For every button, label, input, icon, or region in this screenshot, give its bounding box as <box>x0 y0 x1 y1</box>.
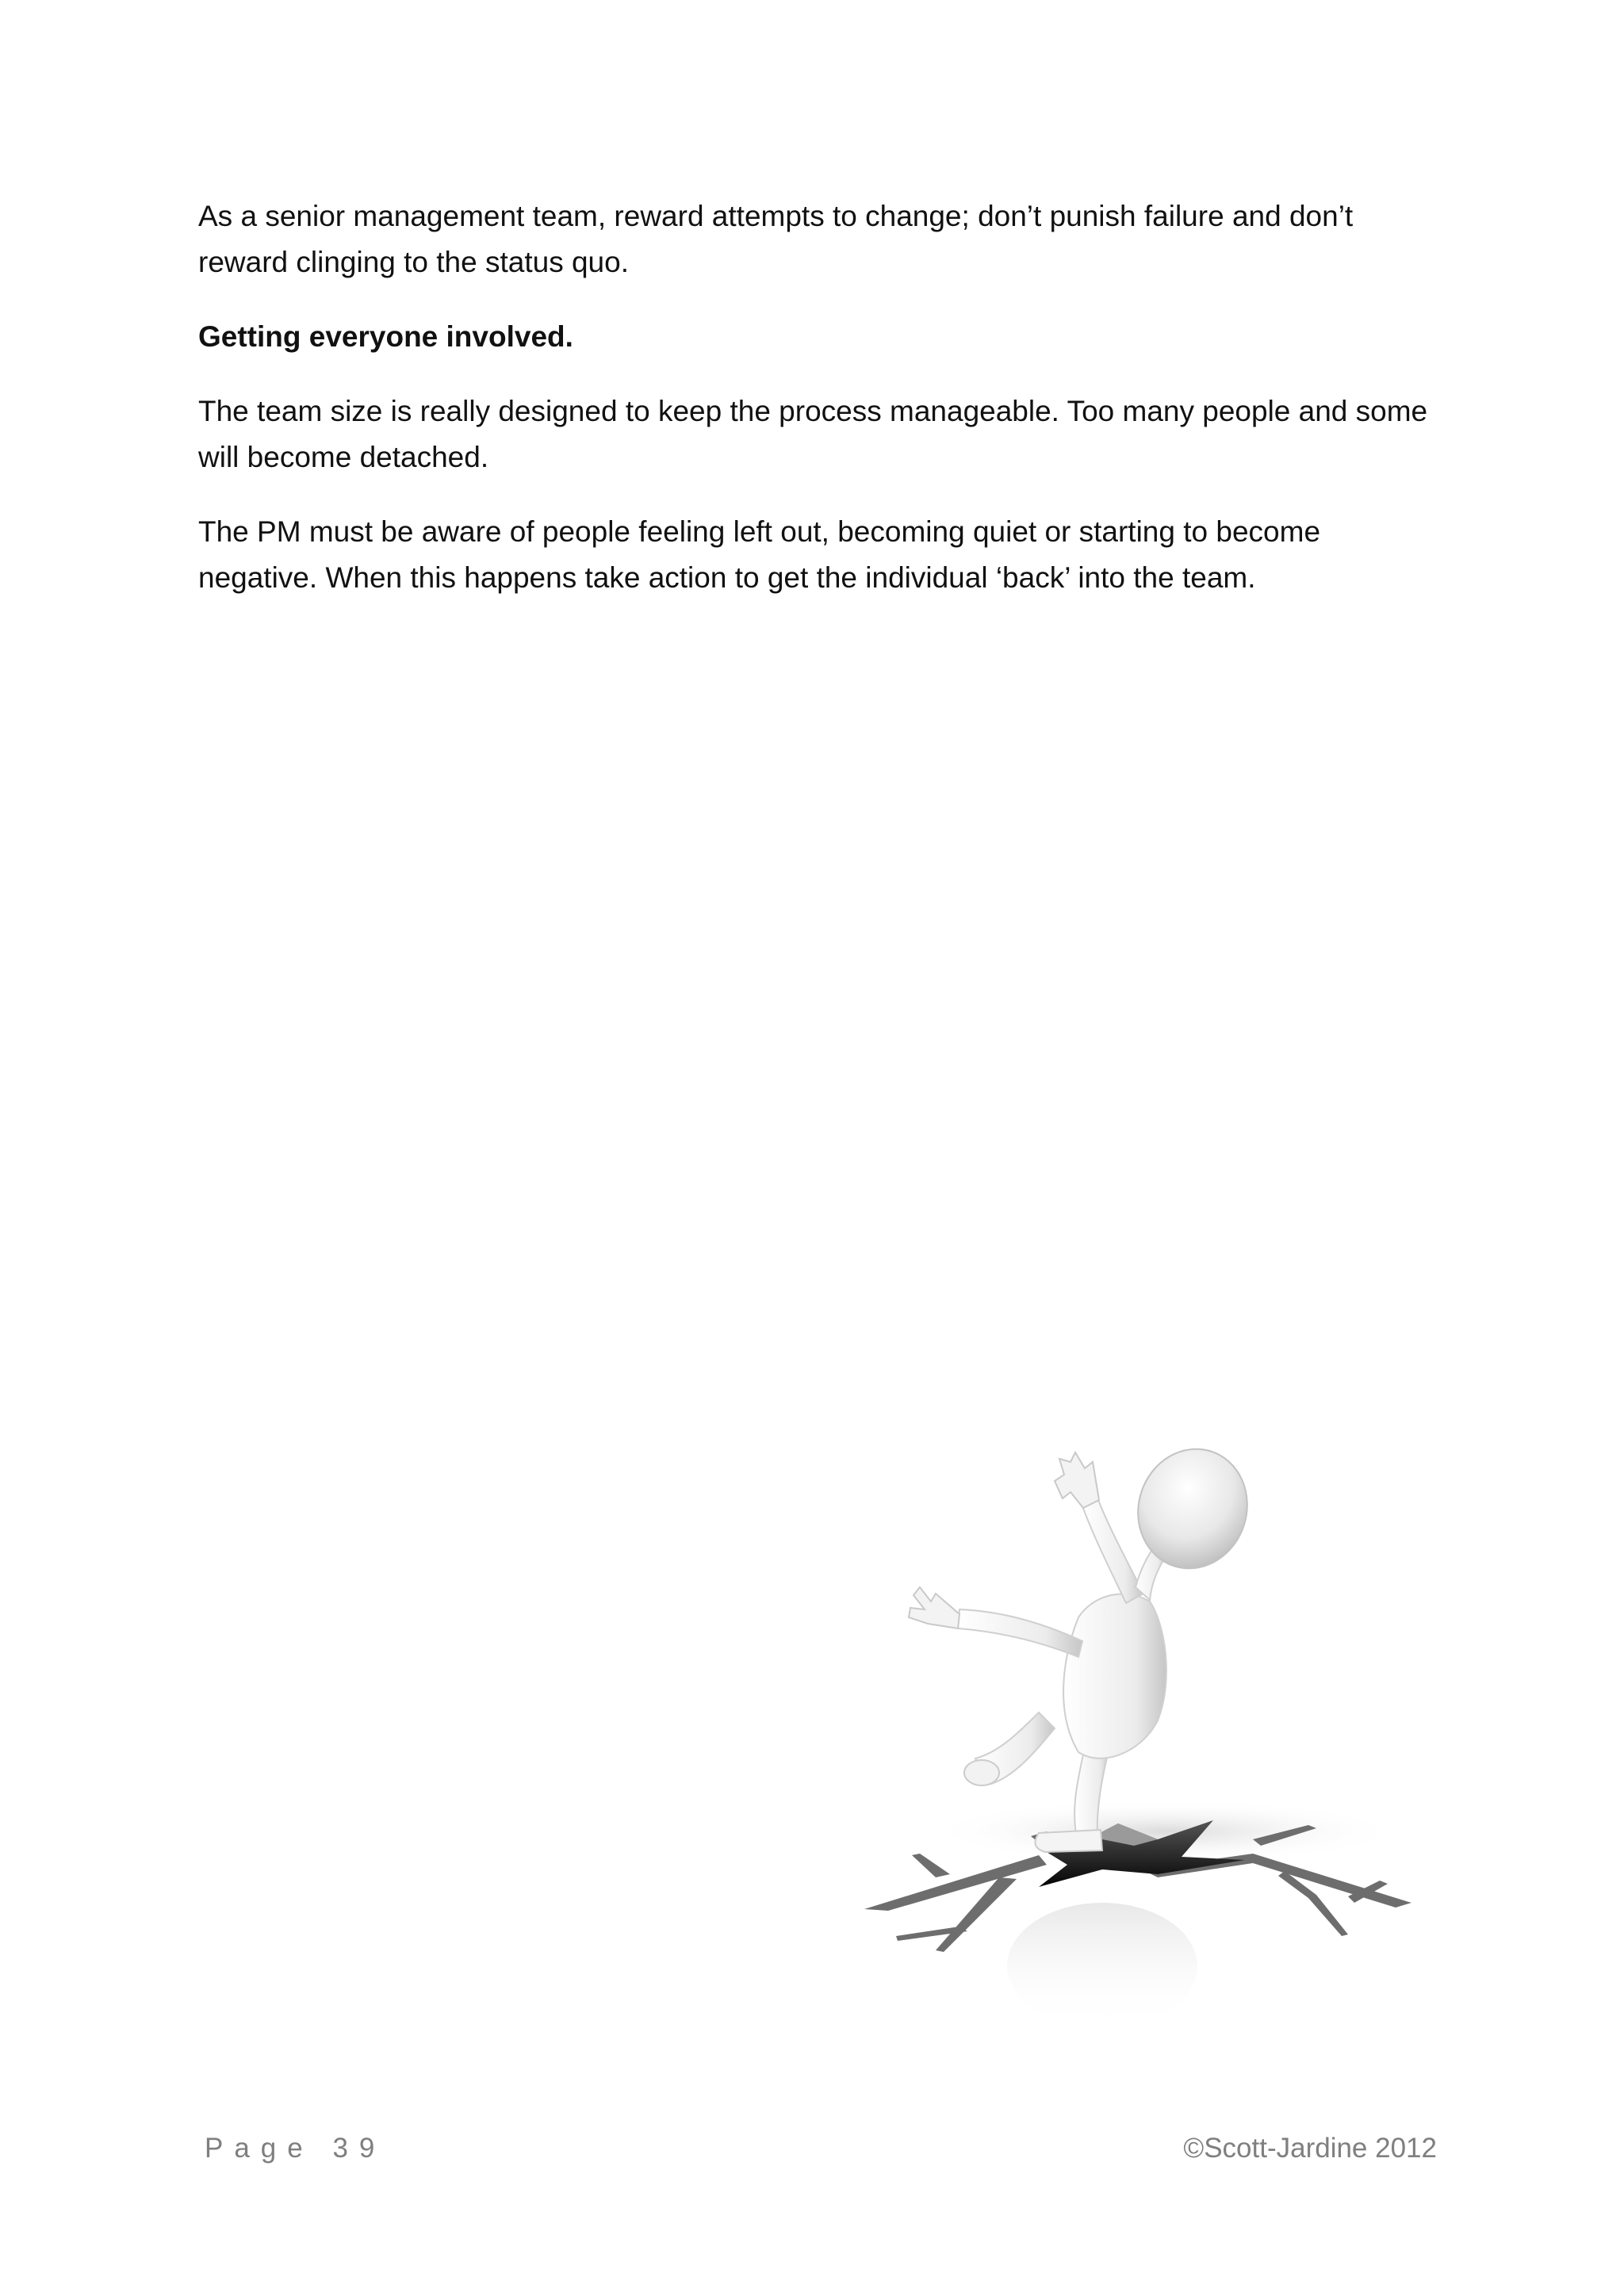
page-number: Page 39 <box>205 2133 386 2164</box>
paragraph-pm-awareness: The PM must be aware of people feeling left out, becoming quiet or starting to become negative. When this happens take action to get the individual ‘back’ into the team. <box>198 515 1321 594</box>
stick-figure-falling-into-crack-illustration <box>841 1380 1443 2077</box>
paragraph-team-size: The team size is really designed to keep the process manageable. Too many people and some will become detached. <box>198 395 1428 473</box>
figure-reflection <box>1007 1903 1197 2030</box>
paragraph-reward-change: As a senior management team, reward attempts to change; don’t punish failure and don’t reward clinging to the status quo. <box>198 200 1354 278</box>
copyright-notice: ©Scott-Jardine 2012 <box>1183 2133 1437 2164</box>
section-heading: Getting everyone involved. <box>198 320 573 353</box>
stick-figure <box>909 1435 1262 1852</box>
body-text <box>198 193 1435 629</box>
